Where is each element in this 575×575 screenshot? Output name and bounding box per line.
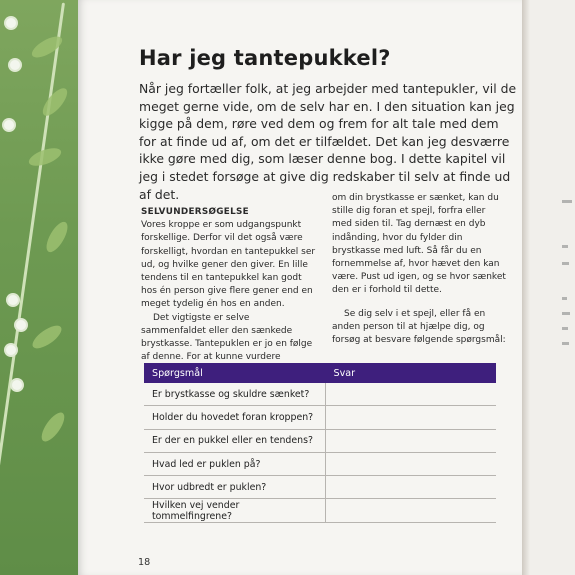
table-row bbox=[144, 406, 496, 429]
leaf-decoration bbox=[29, 322, 65, 353]
table-row bbox=[144, 452, 496, 475]
text-fragment bbox=[562, 200, 572, 203]
leaf-decoration bbox=[42, 219, 71, 255]
question-cell: Holder du hovedet foran kroppen? bbox=[144, 406, 326, 429]
intro-paragraph bbox=[139, 80, 519, 203]
page-heading: Har jeg tantepukkel? bbox=[139, 46, 391, 70]
body-paragraph: om din brystkasse er sænket, kan du stille dig foran et spejl, forfra eller med siden til. Tag dernæst en dyb indånding, hvor du fylder din brystkasse med luft. Så får du en fornemmelse af, hvor hævet den kan være. Pust ud igen, og se hvor sænket den er i forhold til dette. bbox=[332, 193, 506, 296]
stem-decoration bbox=[0, 3, 65, 573]
answer-cell bbox=[326, 429, 497, 452]
text-fragment bbox=[562, 327, 568, 330]
text-fragment bbox=[562, 342, 569, 345]
table-header-question: Spørgsmål bbox=[144, 363, 326, 383]
table-row bbox=[144, 383, 496, 406]
book-page bbox=[78, 0, 522, 575]
answer-cell bbox=[326, 452, 497, 475]
flower-decoration bbox=[4, 120, 14, 130]
question-cell: Hvilken vej vender tommelfingrene? bbox=[144, 499, 326, 522]
table-row bbox=[144, 476, 496, 499]
body-paragraph: Se dig selv i et spejl, eller få en anden person til at hjælpe dig, og forsøg at besvare følgende spørgsmål: bbox=[332, 308, 506, 346]
page-gutter bbox=[522, 0, 530, 575]
body-paragraph: Vores kroppe er som udgangspunkt forskellige. Derfor vil det også være forskelligt, hvordan en tantepukkel ser ud, og hvilke gener den giver. En lille tendens til en tantepukkel kan godt hos én person give flere gener end en meget tydelig én hos en anden. bbox=[141, 220, 316, 310]
questions-table bbox=[144, 363, 496, 523]
flower-decoration bbox=[16, 320, 26, 330]
table-row bbox=[144, 429, 496, 452]
text-fragment bbox=[562, 245, 568, 248]
table-header-answer: Svar bbox=[326, 363, 497, 383]
left-column bbox=[141, 206, 317, 364]
answer-cell bbox=[326, 476, 497, 499]
right-column bbox=[332, 192, 508, 347]
body-paragraph: Det vigtigste er selve sammenfaldet eller den sænkede brystkasse. Tantepuklen er jo en følge af denne. For at kunne vurdere bbox=[141, 312, 313, 363]
answer-cell bbox=[326, 406, 497, 429]
intro-text: Når jeg fortæller folk, at jeg arbejder med tantepukler, vil de meget gerne vide, om de selv har en. I den situation kan jeg kigge på dem, røre ved dem og frem for alt tale med dem for at finde ud af, om det er tilfældet. Det kan jeg desværre ikke gøre med dig, som læser denne bog. I dette kapitel vil jeg i stedet forsøge at give dig redskaber til selv at finde ud af det. bbox=[139, 81, 517, 202]
table-row bbox=[144, 499, 496, 522]
question-cell: Hvor udbredt er puklen? bbox=[144, 476, 326, 499]
page-number: 18 bbox=[138, 557, 151, 568]
leaf-decoration bbox=[29, 32, 65, 61]
answer-cell bbox=[326, 499, 497, 522]
flower-decoration bbox=[10, 60, 20, 70]
flower-decoration bbox=[6, 18, 16, 28]
flower-decoration bbox=[6, 345, 16, 355]
text-fragment bbox=[562, 312, 570, 315]
facing-page bbox=[522, 0, 575, 575]
flower-decoration bbox=[8, 295, 18, 305]
leaf-decoration bbox=[38, 409, 69, 445]
answer-cell bbox=[326, 383, 497, 406]
section-subheading: SELVUNDERSØGELSE bbox=[141, 207, 249, 217]
text-fragment bbox=[562, 297, 567, 300]
green-floral-background bbox=[0, 0, 80, 575]
leaf-decoration bbox=[27, 145, 64, 170]
table-header-row bbox=[144, 363, 496, 383]
question-cell: Hvad led er puklen på? bbox=[144, 452, 326, 475]
flower-decoration bbox=[12, 380, 22, 390]
leaf-decoration bbox=[39, 84, 72, 119]
question-cell: Er brystkasse og skuldre sænket? bbox=[144, 383, 326, 406]
text-fragment bbox=[562, 262, 569, 265]
question-cell: Er der en pukkel eller en tendens? bbox=[144, 429, 326, 452]
